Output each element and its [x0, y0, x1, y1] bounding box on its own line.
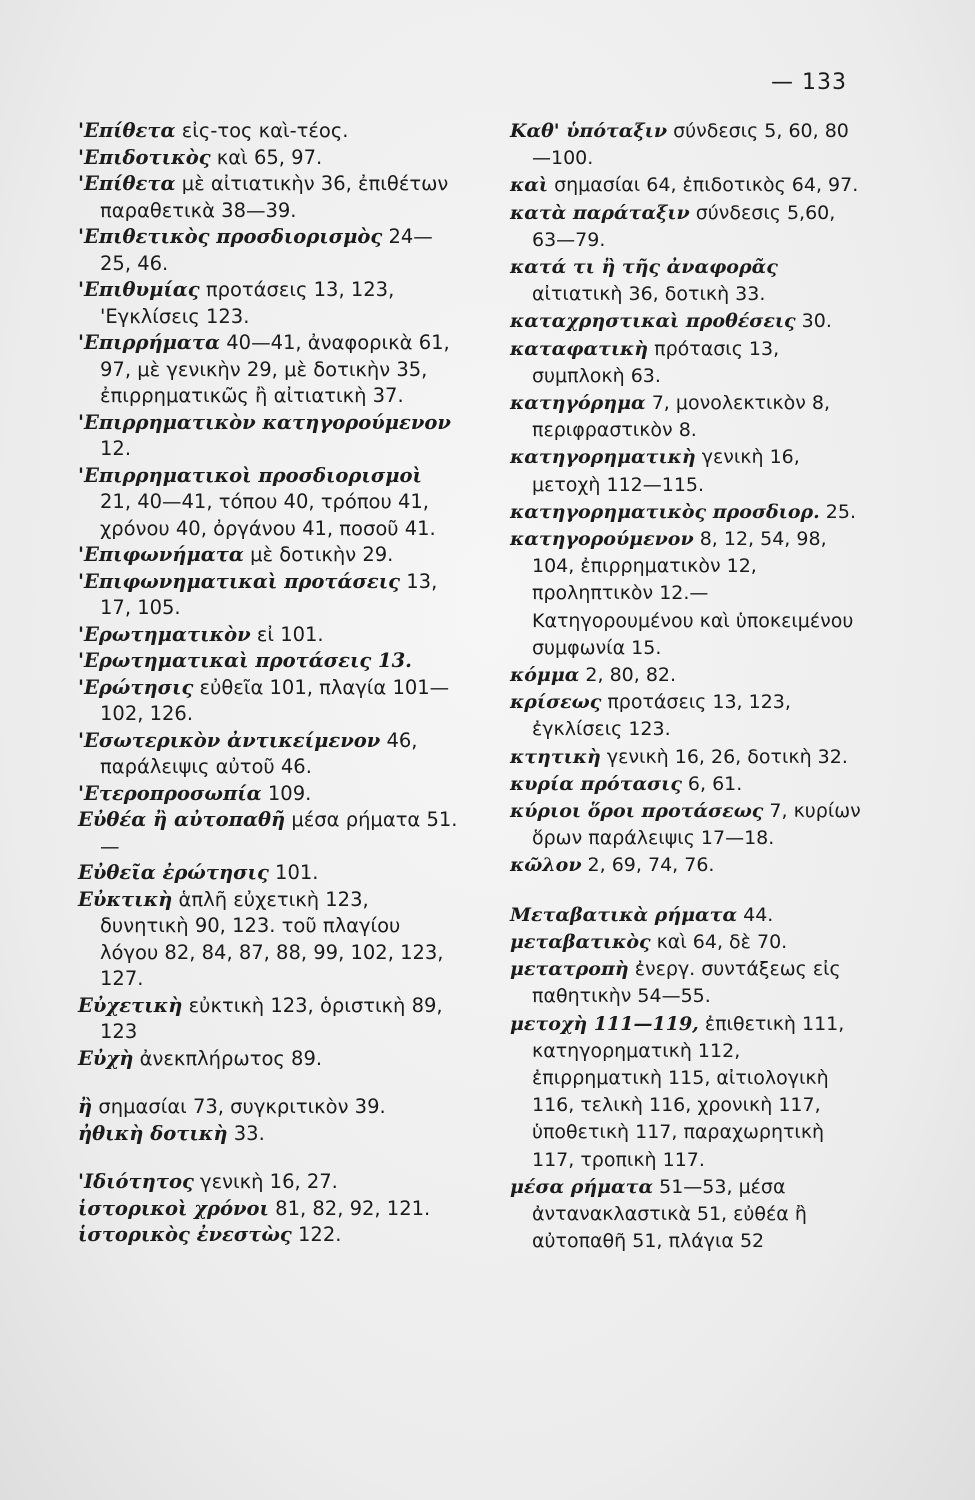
index-entry	[510, 662, 865, 689]
entry-references: 12.	[100, 437, 132, 460]
entry-references: 2, 69, 74, 76.	[581, 854, 715, 877]
entry-references: μέσα ρήματα 51.—	[100, 808, 458, 858]
index-entry	[510, 118, 865, 172]
entry-headword: ἠθικὴ δοτικὴ	[78, 1121, 228, 1145]
entry-headword: ἱστορικοὶ χρόνοι	[78, 1196, 269, 1220]
index-entry	[78, 145, 458, 172]
entry-references: 7, κυρίων ὅρων παράλειψις 17—18.	[532, 800, 861, 850]
entry-headword: Εὐθέα ἢ αὐτοπαθῆ	[78, 808, 286, 831]
entry-references: 81, 82, 92, 121.	[268, 1196, 431, 1220]
entry-headword: κατηγορούμενον	[510, 528, 694, 551]
page-number: — 133	[771, 70, 847, 95]
index-column-left	[78, 118, 458, 1249]
index-entry	[510, 956, 865, 1010]
entry-references: αἰτιατικὴ 36, δοτικὴ 33.	[532, 283, 766, 306]
index-entry	[78, 569, 458, 622]
entry-headword: 'Επιρρήματα	[78, 331, 221, 354]
entry-headword: κόμμα	[510, 664, 580, 687]
entry-references: 6, 61.	[681, 772, 743, 795]
entry-headword: 'Ερώτησις	[78, 675, 194, 699]
index-entry	[510, 929, 865, 956]
entry-headword: ἢ	[78, 1095, 93, 1118]
entry-references: μὲ δοτικὴν 29.	[243, 543, 394, 566]
index-entry	[78, 781, 458, 808]
index-entry	[510, 1174, 865, 1256]
index-entry	[78, 410, 458, 463]
index-entry	[510, 852, 865, 879]
entry-headword: 'Ερωτηματικαὶ προτάσεις 13.	[78, 649, 412, 672]
entry-references: 13, 17, 105.	[100, 569, 438, 619]
index-entry	[510, 798, 865, 852]
entry-references: ἐπιθετικὴ 111, κατηγορηματικὴ 112, ἐπιρρηματικὴ 115, αἰτιολογικὴ 116, τελικὴ 116, χρονικὴ 117, ὑποθετικὴ 117, παραχωρητικὴ 117, τροπικὴ 117.	[532, 1012, 845, 1171]
index-entry	[78, 277, 458, 330]
index-entry	[78, 1094, 458, 1121]
entry-headword: μεταβατικὸς	[510, 930, 651, 953]
entry-headword: 'Ιδιότητος	[78, 1170, 194, 1193]
entry-headword: 'Επίθετα	[78, 172, 176, 195]
entry-references: 44.	[737, 903, 774, 926]
entry-headword: μετοχὴ 111—119,	[510, 1012, 699, 1035]
entry-references: γενικὴ 16, 26, δοτικὴ 32.	[600, 745, 848, 768]
entry-headword: 'Ετεροπροσωπία	[78, 781, 262, 805]
entry-headword: Καθ' ὑπόταξιν	[510, 120, 668, 142]
entry-headword: Εὐχετικὴ	[78, 993, 183, 1017]
index-entry	[78, 860, 458, 887]
index-entry	[78, 330, 458, 410]
index-entry	[510, 771, 865, 798]
entry-references: 7, μονολεκτικὸν 8, περιφραστικὸν 8.	[532, 392, 830, 442]
entry-headword: 'Επιρρηματικοὶ προσδιορισμοὶ	[78, 463, 422, 487]
entry-references: γενικὴ 16, 27.	[193, 1170, 338, 1193]
entry-headword: κατηγόρημα	[510, 392, 646, 415]
entry-references: 109.	[261, 781, 312, 805]
index-entry	[78, 807, 458, 860]
index-entry	[510, 689, 865, 743]
index-column-right	[510, 118, 865, 1255]
index-entry	[78, 1046, 458, 1073]
index-entry	[78, 171, 458, 224]
entry-headword: 'Επιδοτικὸς	[78, 145, 211, 169]
entry-headword: Μεταβατικὰ ρήματα	[510, 903, 738, 926]
entry-references: 25.	[819, 500, 857, 523]
entry-references: 33.	[227, 1121, 265, 1145]
index-entry	[510, 744, 865, 771]
index-entry	[510, 200, 865, 254]
entry-references: προτάσεις 13, 123, 'Εγκλίσεις 123.	[100, 278, 395, 328]
index-entry	[78, 1121, 458, 1148]
entry-references: 24—25, 46.	[100, 225, 433, 275]
index-entry	[78, 542, 458, 569]
entry-headword: καταφατικὴ	[510, 337, 649, 360]
entry-headword: ἱστορικὸς ἐνεστὼς	[78, 1223, 292, 1246]
entry-headword: κῶλον	[510, 854, 582, 877]
entry-references: σύνδεσις 5,60, 63—79.	[532, 201, 836, 251]
entry-references: καὶ 65, 97.	[210, 145, 323, 169]
entry-references: 30.	[795, 310, 832, 333]
entry-references: πρότασις 13, συμπλοκὴ 63.	[532, 337, 780, 387]
entry-references: 122.	[291, 1223, 342, 1246]
entry-references: ἁπλῆ εὐχετικὴ 123, δυνητικὴ 90, 123. τοῦ πλαγίου λόγου 82, 84, 87, 88, 99, 102, 123, 127.	[100, 887, 444, 990]
entry-headword: κατὰ παράταξιν	[510, 201, 690, 224]
index-entry	[78, 887, 458, 993]
entry-references: 8, 12, 54, 98, 104, ἐπιρρηματικὸν 12, προληπτικὸν 12.—Κατηγορουμένου καὶ ὑποκειμένου συμφωνία 15.	[532, 528, 854, 659]
entry-references: προτάσεις 13, 123, ἐγκλίσεις 123.	[532, 691, 791, 741]
entry-references: εὐκτικὴ 123, ὁριστικὴ 89, 123	[100, 993, 443, 1043]
entry-headword: 'Επίθετα	[78, 119, 176, 142]
index-entry	[510, 902, 865, 929]
index-entry	[78, 1169, 458, 1196]
index-entry	[78, 118, 458, 145]
index-entry	[78, 1196, 458, 1223]
index-entry	[510, 444, 865, 498]
entry-headword: Εὐχὴ	[78, 1046, 134, 1070]
entry-references: σύνδεσις 5, 60, 80—100.	[532, 120, 849, 170]
entry-references: καὶ 64, δὲ 70.	[650, 930, 788, 953]
entry-headword: 'Επιφωνήματα	[78, 543, 244, 566]
entry-headword: 'Ερωτηματικὸν	[78, 622, 251, 646]
entry-references: εἰ 101.	[250, 622, 324, 646]
entry-headword: μέσα ρήματα	[510, 1175, 654, 1198]
entry-headword: 'Επιθυμίας	[78, 278, 200, 301]
entry-headword: 'Εσωτερικὸν ἀντικείμενον	[78, 728, 381, 752]
entry-headword: κατά τι ἢ τῆς ἀναφορᾶς	[510, 256, 778, 279]
entry-references: εἰς-τος καὶ-τέος.	[175, 119, 349, 142]
index-entry	[510, 526, 865, 662]
index-entry	[78, 224, 458, 277]
index-entry	[510, 499, 865, 526]
entry-references: 2, 80, 82.	[579, 664, 677, 687]
index-entry	[510, 390, 865, 444]
entry-headword: Εὐθεῖα ἐρώτησις	[78, 861, 269, 884]
entry-headword: 'Επιθετικὸς προσδιορισμὸς	[78, 225, 383, 248]
entry-references: εὐθεῖα 101, πλαγία 101—102, 126.	[100, 675, 450, 725]
entry-headword: καὶ	[510, 174, 549, 197]
index-entry	[510, 308, 865, 335]
index-entry	[510, 1011, 865, 1174]
index-entry	[78, 648, 458, 675]
entry-references: 21, 40—41, τόπου 40, τρόπου 41, χρόνου 40, ὀργάνου 41, ποσοῦ 41.	[100, 490, 436, 540]
entry-headword: κυρία πρότασις	[510, 772, 682, 795]
entry-headword: κατηγορηματικὸς προσδιορ.	[510, 500, 820, 523]
entry-headword: 'Επιφωνηματικαὶ προτάσεις	[78, 569, 401, 593]
entry-headword: καταχρηστικαὶ προθέσεις	[510, 310, 796, 333]
index-entry	[78, 463, 458, 543]
index-entry	[78, 675, 458, 728]
entry-headword: κατηγορηματικὴ	[510, 446, 696, 469]
entry-references: γενικὴ 16, μετοχὴ 112—115.	[532, 446, 800, 496]
entry-headword: κρίσεως	[510, 691, 602, 714]
entry-references: 46, παράλειψις αὐτοῦ 46.	[100, 728, 418, 778]
entry-references: 40—41, ἀναφορικὰ 61, 97, μὲ γενικὴν 29, μὲ δοτικὴν 35, ἐπιρρηματικῶς ἢ αἰτιατικὴ 37.	[100, 331, 450, 407]
entry-references: σημασίαι 64, ἐπιδοτικὸς 64, 97.	[548, 174, 859, 197]
entry-references: μὲ αἰτιατικὴν 36, ἐπιθέτων παραθετικὰ 38—39.	[100, 172, 449, 222]
entry-references: 101.	[268, 861, 319, 884]
entry-references: ἀνεκπλήρωτος 89.	[133, 1046, 323, 1070]
entry-headword: μετατροπὴ	[510, 958, 629, 981]
index-entry	[78, 622, 458, 649]
entry-headword: κτητικὴ	[510, 745, 601, 768]
entry-headword: κύριοι ὅροι προτάσεως	[510, 800, 764, 823]
index-entry	[510, 336, 865, 390]
index-entry	[510, 254, 865, 308]
entry-references: σημασίαι 73, συγκριτικὸν 39.	[92, 1095, 386, 1118]
entry-references: ἐνεργ. συντάξεως εἰς παθητικὴν 54—55.	[532, 958, 841, 1008]
entry-headword: Εὐκτικὴ	[78, 887, 173, 911]
index-entry	[78, 728, 458, 781]
entry-references: 51—53, μέσα ἀντανακλαστικὰ 51, εὐθέα ἢ αὐτοπαθῆ 51, πλάγια 52	[532, 1175, 807, 1253]
index-entry	[78, 1222, 458, 1249]
index-entry	[78, 993, 458, 1046]
entry-headword: 'Επιρρηματικὸν κατηγορούμενον	[78, 410, 451, 434]
index-entry	[510, 172, 865, 199]
